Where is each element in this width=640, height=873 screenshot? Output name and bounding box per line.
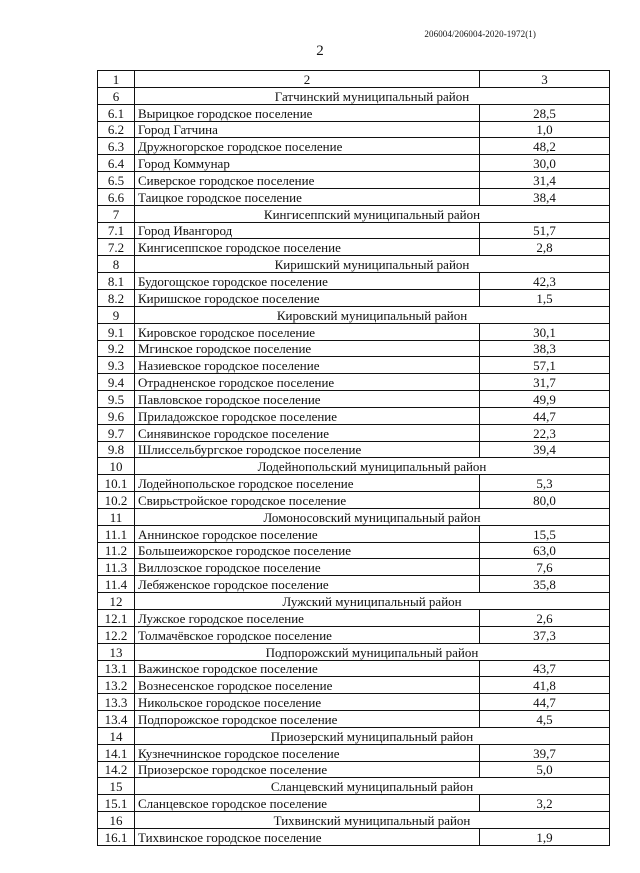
settlement-value: 31,7: [480, 374, 610, 391]
settlement-value: 49,9: [480, 391, 610, 408]
settlement-value: 38,3: [480, 340, 610, 357]
table-row: [98, 424, 610, 441]
settlement-name: Назиевское городское поселение: [135, 357, 480, 374]
table-row: [98, 626, 610, 643]
district-name: Лужский муниципальный район: [135, 593, 610, 610]
settlement-name: Будогощское городское поселение: [135, 273, 480, 290]
district-row: [98, 508, 610, 525]
row-number: 10.2: [98, 492, 135, 509]
row-number: 12.2: [98, 626, 135, 643]
district-row: [98, 727, 610, 744]
row-number: 6.6: [98, 188, 135, 205]
row-number: 11: [98, 508, 135, 525]
settlement-value: 44,7: [480, 407, 610, 424]
settlement-name: Свирьстройское городское поселение: [135, 492, 480, 509]
settlement-value: 42,3: [480, 273, 610, 290]
settlement-name: Большеижорское городское поселение: [135, 542, 480, 559]
district-name: Кировский муниципальный район: [135, 306, 610, 323]
row-number: 11.4: [98, 576, 135, 593]
settlement-name: Приозерское городское поселение: [135, 761, 480, 778]
settlement-name: Виллозское городское поселение: [135, 559, 480, 576]
settlement-name: Город Коммунар: [135, 155, 480, 172]
table-row: [98, 475, 610, 492]
row-number: 9.8: [98, 441, 135, 458]
settlement-value: 80,0: [480, 492, 610, 509]
settlement-value: 43,7: [480, 660, 610, 677]
district-row: [98, 205, 610, 222]
row-number: 12.1: [98, 610, 135, 627]
row-number: 6.1: [98, 104, 135, 121]
row-number: 9.5: [98, 391, 135, 408]
table-row: [98, 340, 610, 357]
table-row: [98, 121, 610, 138]
settlement-value: 3,2: [480, 795, 610, 812]
column-header-2: 2: [135, 71, 480, 88]
settlement-value: 37,3: [480, 626, 610, 643]
row-number: 11.1: [98, 525, 135, 542]
table-row: [98, 677, 610, 694]
settlement-name: Шлиссельбургское городское поселение: [135, 441, 480, 458]
column-header-3: 3: [480, 71, 610, 88]
row-number: 6: [98, 87, 135, 104]
district-row: [98, 812, 610, 829]
settlement-name: Отрадненское городское поселение: [135, 374, 480, 391]
settlement-value: 39,4: [480, 441, 610, 458]
settlement-name: Павловское городское поселение: [135, 391, 480, 408]
table-row: [98, 188, 610, 205]
table-row: [98, 273, 610, 290]
row-number: 9.4: [98, 374, 135, 391]
row-number: 6.5: [98, 172, 135, 189]
row-number: 13.2: [98, 677, 135, 694]
table-row: [98, 172, 610, 189]
district-name: Киришский муниципальный район: [135, 256, 610, 273]
settlement-value: 1,9: [480, 828, 610, 845]
district-name: Сланцевский муниципальный район: [135, 778, 610, 795]
data-table: [97, 70, 610, 846]
district-row: [98, 458, 610, 475]
settlement-value: 28,5: [480, 104, 610, 121]
settlement-name: Подпорожское городское поселение: [135, 711, 480, 728]
settlement-value: 5,3: [480, 475, 610, 492]
settlement-name: Мгинское городское поселение: [135, 340, 480, 357]
document-id: 206004/206004-2020-1972(1): [424, 29, 536, 39]
row-number: 10.1: [98, 475, 135, 492]
settlement-value: 48,2: [480, 138, 610, 155]
table-row: [98, 104, 610, 121]
row-number: 14: [98, 727, 135, 744]
settlement-value: 30,1: [480, 323, 610, 340]
table-row: [98, 239, 610, 256]
district-name: Гатчинский муниципальный район: [135, 87, 610, 104]
settlement-value: 41,8: [480, 677, 610, 694]
table-row: [98, 795, 610, 812]
table-row: [98, 711, 610, 728]
settlement-name: Тихвинское городское поселение: [135, 828, 480, 845]
row-number: 9.6: [98, 407, 135, 424]
table-row: [98, 391, 610, 408]
settlement-value: 31,4: [480, 172, 610, 189]
settlement-name: Кингисеппское городское поселение: [135, 239, 480, 256]
table-row: [98, 610, 610, 627]
settlement-name: Лодейнопольское городское поселение: [135, 475, 480, 492]
settlement-name: Киришское городское поселение: [135, 289, 480, 306]
row-number: 16.1: [98, 828, 135, 845]
settlement-value: 39,7: [480, 744, 610, 761]
table-body: [98, 71, 610, 846]
table-row: [98, 660, 610, 677]
district-row: [98, 643, 610, 660]
settlement-name: Город Ивангород: [135, 222, 480, 239]
row-number: 14.1: [98, 744, 135, 761]
settlement-name: Город Гатчина: [135, 121, 480, 138]
row-number: 14.2: [98, 761, 135, 778]
row-number: 9.7: [98, 424, 135, 441]
table-row: [98, 357, 610, 374]
settlement-name: Кировское городское поселение: [135, 323, 480, 340]
row-number: 16: [98, 812, 135, 829]
table-row: [98, 323, 610, 340]
settlement-value: 2,8: [480, 239, 610, 256]
district-row: [98, 778, 610, 795]
table-row: [98, 559, 610, 576]
table-row: [98, 542, 610, 559]
settlement-name: Толмачёвское городское поселение: [135, 626, 480, 643]
row-number: 7.1: [98, 222, 135, 239]
row-number: 11.2: [98, 542, 135, 559]
table-row: [98, 694, 610, 711]
settlement-name: Важинское городское поселение: [135, 660, 480, 677]
row-number: 9.2: [98, 340, 135, 357]
table-row: [98, 576, 610, 593]
table-row: [98, 828, 610, 845]
row-number: 10: [98, 458, 135, 475]
row-number: 13.3: [98, 694, 135, 711]
table-row: [98, 744, 610, 761]
row-number: 6.3: [98, 138, 135, 155]
district-row: [98, 306, 610, 323]
settlement-name: Дружногорское городское поселение: [135, 138, 480, 155]
settlement-value: 5,0: [480, 761, 610, 778]
row-number: 15.1: [98, 795, 135, 812]
district-row: [98, 87, 610, 104]
settlement-value: 30,0: [480, 155, 610, 172]
row-number: 7.2: [98, 239, 135, 256]
settlement-name: Вырицкое городское поселение: [135, 104, 480, 121]
settlement-name: Приладожское городское поселение: [135, 407, 480, 424]
settlement-value: 1,5: [480, 289, 610, 306]
settlement-value: 57,1: [480, 357, 610, 374]
settlement-value: 63,0: [480, 542, 610, 559]
settlement-value: 4,5: [480, 711, 610, 728]
row-number: 6.4: [98, 155, 135, 172]
district-name: Приозерский муниципальный район: [135, 727, 610, 744]
row-number: 6.2: [98, 121, 135, 138]
district-name: Ломоносовский муниципальный район: [135, 508, 610, 525]
page-number: 2: [316, 43, 324, 59]
row-number: 9.3: [98, 357, 135, 374]
settlement-name: Лебяженское городское поселение: [135, 576, 480, 593]
district-name: Тихвинский муниципальный район: [135, 812, 610, 829]
settlement-name: Никольское городское поселение: [135, 694, 480, 711]
table-row: [98, 761, 610, 778]
district-row: [98, 593, 610, 610]
row-number: 15: [98, 778, 135, 795]
row-number: 12: [98, 593, 135, 610]
district-row: [98, 256, 610, 273]
table-row: [98, 492, 610, 509]
row-number: 8.2: [98, 289, 135, 306]
column-header-1: 1: [98, 71, 135, 88]
settlement-value: 15,5: [480, 525, 610, 542]
district-name: Кингисеппский муниципальный район: [135, 205, 610, 222]
table-header-row: [98, 71, 610, 88]
row-number: 7: [98, 205, 135, 222]
table-row: [98, 222, 610, 239]
settlement-name: Кузнечнинское городское поселение: [135, 744, 480, 761]
table-row: [98, 155, 610, 172]
settlement-value: 2,6: [480, 610, 610, 627]
row-number: 9: [98, 306, 135, 323]
table-row: [98, 138, 610, 155]
table-row: [98, 407, 610, 424]
settlement-name: Таицкое городское поселение: [135, 188, 480, 205]
table-row: [98, 525, 610, 542]
row-number: 13.1: [98, 660, 135, 677]
row-number: 13: [98, 643, 135, 660]
row-number: 9.1: [98, 323, 135, 340]
settlement-name: Аннинское городское поселение: [135, 525, 480, 542]
row-number: 8.1: [98, 273, 135, 290]
settlement-value: 44,7: [480, 694, 610, 711]
district-name: Лодейнопольский муниципальный район: [135, 458, 610, 475]
table-row: [98, 289, 610, 306]
row-number: 11.3: [98, 559, 135, 576]
settlement-value: 22,3: [480, 424, 610, 441]
settlement-name: Лужское городское поселение: [135, 610, 480, 627]
row-number: 8: [98, 256, 135, 273]
settlement-value: 51,7: [480, 222, 610, 239]
settlement-value: 38,4: [480, 188, 610, 205]
table-row: [98, 374, 610, 391]
district-name: Подпорожский муниципальный район: [135, 643, 610, 660]
settlement-value: 35,8: [480, 576, 610, 593]
settlement-name: Сланцевское городское поселение: [135, 795, 480, 812]
settlement-name: Вознесенское городское поселение: [135, 677, 480, 694]
table-row: [98, 441, 610, 458]
settlement-name: Сиверское городское поселение: [135, 172, 480, 189]
settlement-value: 7,6: [480, 559, 610, 576]
row-number: 13.4: [98, 711, 135, 728]
settlement-value: 1,0: [480, 121, 610, 138]
settlement-name: Синявинское городское поселение: [135, 424, 480, 441]
